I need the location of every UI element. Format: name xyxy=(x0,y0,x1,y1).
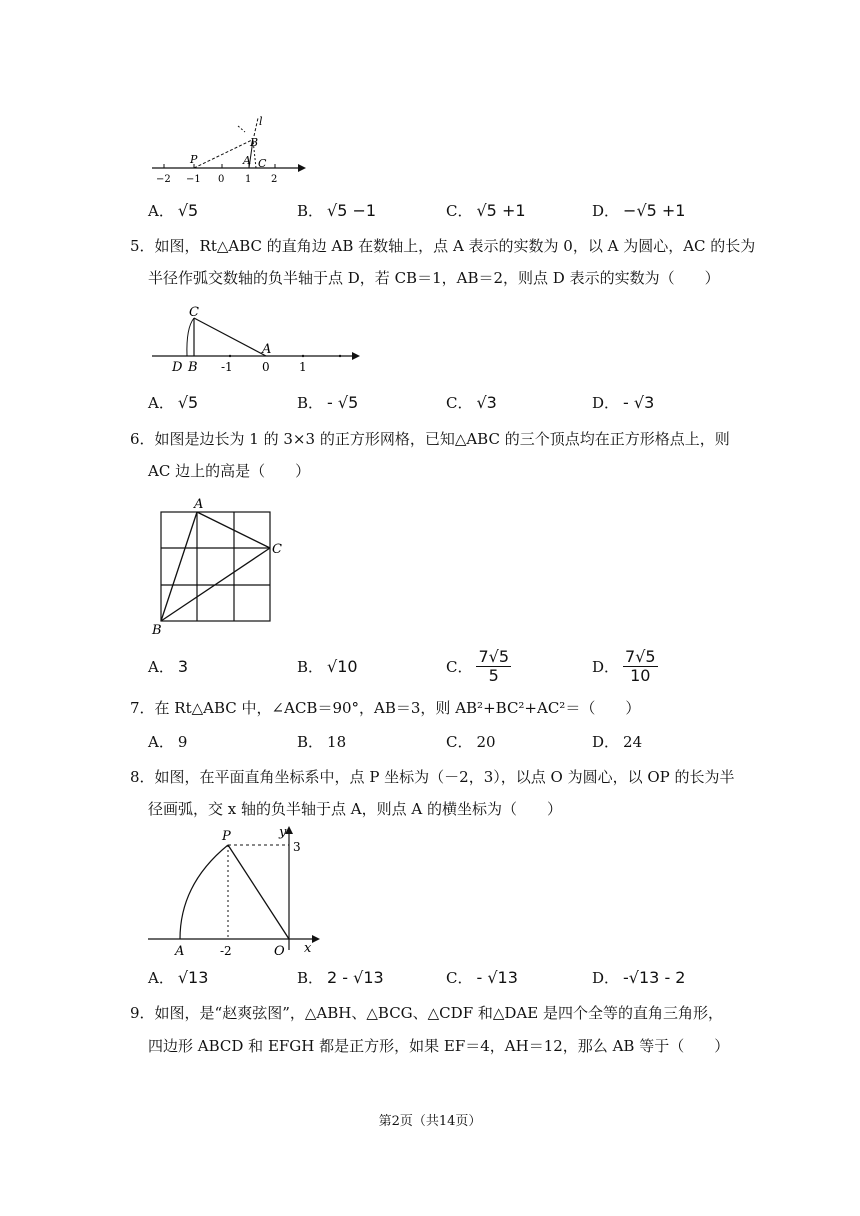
q4-tick: −2 xyxy=(156,174,171,185)
q8-text-line1: 8．如图，在平面直角坐标系中，点 P 坐标为（－2，3），以点 O 为圆心，以 OP 的长为半 xyxy=(130,768,735,786)
q4-option-c xyxy=(446,201,526,221)
page-footer: 第2页（共14页） xyxy=(378,1114,482,1129)
q7-text-line1: 7．在 Rt△ABC 中，∠ACB＝90°，AB＝3，则 AB²+BC²+AC²＝（ ） xyxy=(130,699,641,717)
option-label: C． xyxy=(446,202,473,220)
option-value: 3 xyxy=(177,657,189,676)
q6-label-c: C xyxy=(272,542,282,557)
q4-tick: 2 xyxy=(271,174,278,185)
q6-option-c xyxy=(446,648,511,685)
q6-option-a xyxy=(148,657,188,677)
option-label: B． xyxy=(297,733,324,751)
option-value: √10 xyxy=(327,657,358,676)
q8-option-c xyxy=(446,968,518,988)
option-value: √5 +1 xyxy=(476,201,526,220)
q4-tick: 1 xyxy=(245,174,252,185)
option-label: C． xyxy=(446,969,473,987)
q8-option-d xyxy=(592,968,685,988)
q4-label-p: P xyxy=(190,153,198,166)
q7-option-d xyxy=(592,732,642,752)
option-label: A． xyxy=(148,394,174,412)
q5-label-d: D xyxy=(172,360,183,375)
option-label: D． xyxy=(592,733,620,751)
q6-text-line1: 6．如图是边长为 1 的 3×3 的正方形网格，已知△ABC 的三个顶点均在正方形格点上，则 xyxy=(130,430,730,448)
option-value: 24 xyxy=(623,733,643,751)
option-label: A． xyxy=(148,202,174,220)
q4-option-d xyxy=(592,201,685,221)
q5-tick: 0 xyxy=(262,360,270,374)
option-label: D． xyxy=(592,202,620,220)
option-label: C． xyxy=(446,657,473,676)
q5-option-b xyxy=(297,393,358,413)
option-value: 9 xyxy=(177,733,188,751)
q6-option-d xyxy=(592,648,658,685)
q5-option-c xyxy=(446,393,497,413)
q8-label-o: O xyxy=(274,944,285,959)
q4-option-b xyxy=(297,201,376,221)
q4-tick: −1 xyxy=(186,174,201,185)
q5-label-c: C xyxy=(189,305,199,320)
q4-tick: 0 xyxy=(218,174,225,185)
option-label: D． xyxy=(592,657,620,676)
option-value: √5 xyxy=(177,201,199,220)
option-value: √3 xyxy=(476,393,497,412)
q4-label-a: A xyxy=(243,154,251,167)
q5-figure xyxy=(150,304,365,376)
q7-option-a xyxy=(148,732,187,752)
option-value: - √13 xyxy=(476,968,518,987)
option-value: 2 - √13 xyxy=(327,968,384,987)
option-value: - √5 xyxy=(327,393,359,412)
q4-figure xyxy=(150,116,310,188)
option-label: B． xyxy=(297,394,324,412)
option-fraction xyxy=(623,648,658,685)
q6-label-b: B xyxy=(152,623,162,638)
option-value: √13 xyxy=(177,968,209,987)
q8-label-a: A xyxy=(175,944,185,959)
q8-label-y: y xyxy=(279,825,287,840)
option-value: −√5 +1 xyxy=(623,201,686,220)
q5-label-b: B xyxy=(188,360,198,375)
q8-label-p: P xyxy=(222,829,231,844)
fraction-denominator: 10 xyxy=(630,666,651,685)
option-label: D． xyxy=(592,394,620,412)
q8-figure xyxy=(146,824,326,960)
option-value: -√13 - 2 xyxy=(623,968,686,987)
q4-label-l: l xyxy=(259,116,263,128)
q5-tick: -1 xyxy=(221,360,233,374)
q6-figure xyxy=(148,496,293,638)
option-label: A． xyxy=(148,733,174,751)
q4-option-a xyxy=(148,201,198,221)
option-label: A． xyxy=(148,658,174,676)
option-value: √5 xyxy=(177,393,199,412)
option-value: 20 xyxy=(476,733,496,751)
q9-text-line2: 四边形 ABCD 和 EFGH 都是正方形，如果 EF＝4，AH＝12，那么 AB 等于（ ） xyxy=(148,1037,730,1055)
fraction-numerator: 7√5 xyxy=(478,647,510,666)
q8-label-3: 3 xyxy=(293,840,301,854)
q5-text-line1: 5．如图，Rt△ABC 的直角边 AB 在数轴上，点 A 表示的实数为 0，以 A 为圆心，AC 的长为 xyxy=(130,237,756,255)
q6-option-b xyxy=(297,657,358,677)
option-value: - √3 xyxy=(623,393,655,412)
option-label: C． xyxy=(446,394,473,412)
option-value: 18 xyxy=(327,733,347,751)
q8-option-a xyxy=(148,968,208,988)
q5-option-a xyxy=(148,393,198,413)
option-label: B． xyxy=(297,969,324,987)
option-label: A． xyxy=(148,969,174,987)
option-fraction xyxy=(476,648,511,685)
q8-label-x: x xyxy=(304,941,312,956)
q8-text-line2: 径画弧，交 x 轴的负半轴于点 A，则点 A 的横坐标为（ ） xyxy=(148,800,562,818)
option-label: D． xyxy=(592,969,620,987)
q8-label-neg2: -2 xyxy=(220,944,232,958)
q5-tick: 1 xyxy=(299,360,307,374)
q5-label-a: A xyxy=(262,342,272,357)
q7-option-c xyxy=(446,732,496,752)
option-label: B． xyxy=(297,658,324,676)
option-value: √5 −1 xyxy=(327,201,377,220)
q6-label-a: A xyxy=(194,497,204,512)
q7-option-b xyxy=(297,732,346,752)
q5-text-line2: 半径作弧交数轴的负半轴于点 D，若 CB＝1，AB＝2，则点 D 表示的实数为（ ） xyxy=(148,269,720,287)
q8-option-b xyxy=(297,968,384,988)
option-label: C． xyxy=(446,733,473,751)
q4-label-c: C xyxy=(258,157,267,170)
q5-option-d xyxy=(592,393,654,413)
fraction-numerator: 7√5 xyxy=(625,647,656,666)
fraction-denominator: 5 xyxy=(488,666,499,685)
q6-text-line2: AC 边上的高是（ ） xyxy=(148,462,311,480)
q4-label-b: B xyxy=(250,136,259,149)
option-label: B． xyxy=(297,202,324,220)
q9-text-line1: 9．如图，是“赵爽弦图”，△ABH、△BCG、△CDF 和△DAE 是四个全等的直角三角形， xyxy=(130,1004,723,1022)
